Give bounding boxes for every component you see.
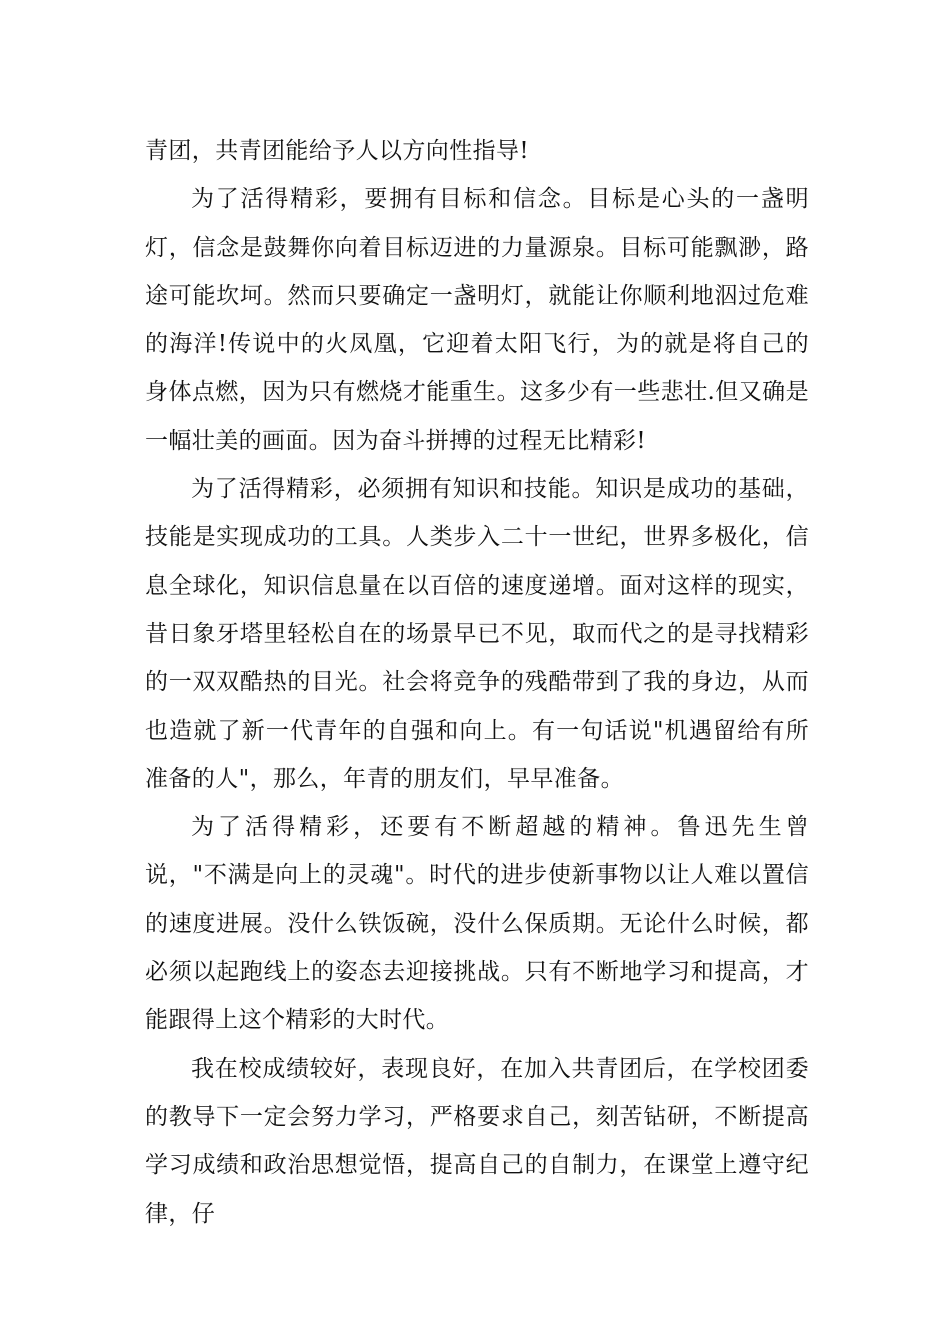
paragraph-goals-and-beliefs: 为了活得精彩，要拥有目标和信念。目标是心头的一盏明灯，信念是鼓舞你向着目标迈进的力量源泉。目标可能飘渺，路途可能坎坷。然而只要确定一盏明灯，就能让你顺利地泅过危难的海洋!传说中的火凤凰，它迎着太阳飞行，为的就是将自己的身体点燃，因为只有燃烧才能重生。这多少有一些悲壮.但又确是一幅壮美的画面。因为奋斗拼搏的过程无比精彩! [145,186,809,454]
paragraph-continuation: 青团，共青团能给予人以方向性指导! [145,138,530,164]
paragraph-knowledge-and-skills: 为了活得精彩，必须拥有知识和技能。知识是成功的基础，技能是实现成功的工具。人类步入二十一世纪，世界多极化，信息全球化，知识信息量在以百倍的速度递增。面对这样的现实，昔日象牙塔里轻松自在的场景早已不见，取而代之的是寻找精彩的一双双酷热的目光。社会将竞争的残酷带到了我的身边，从而也造就了新一代青年的自强和向上。有一句话说"机遇留给有所准备的人"，那么，年青的朋友们，早早准备。 [145,476,809,792]
paragraph-personal-commitment: 我在校成绩较好，表现良好，在加入共青团后，在学校团委的教导下一定会努力学习，严格要求自己，刻苦钻研，不断提高学习成绩和政治思想觉悟，提高自己的自制力，在课堂上遵守纪律，仔 [145,1055,809,1227]
document-body [145,127,809,1238]
paragraph-surpassing-spirit: 为了活得精彩，还要有不断超越的精神。鲁迅先生曾说，"不满是向上的灵魂"。时代的进步使新事物以让人难以置信的速度进展。没什么铁饭碗，没什么保质期。无论什么时候，都必须以起跑线上的姿态去迎接挑战。只有不断地学习和提高，才能跟得上这个精彩的大时代。 [145,814,809,1034]
